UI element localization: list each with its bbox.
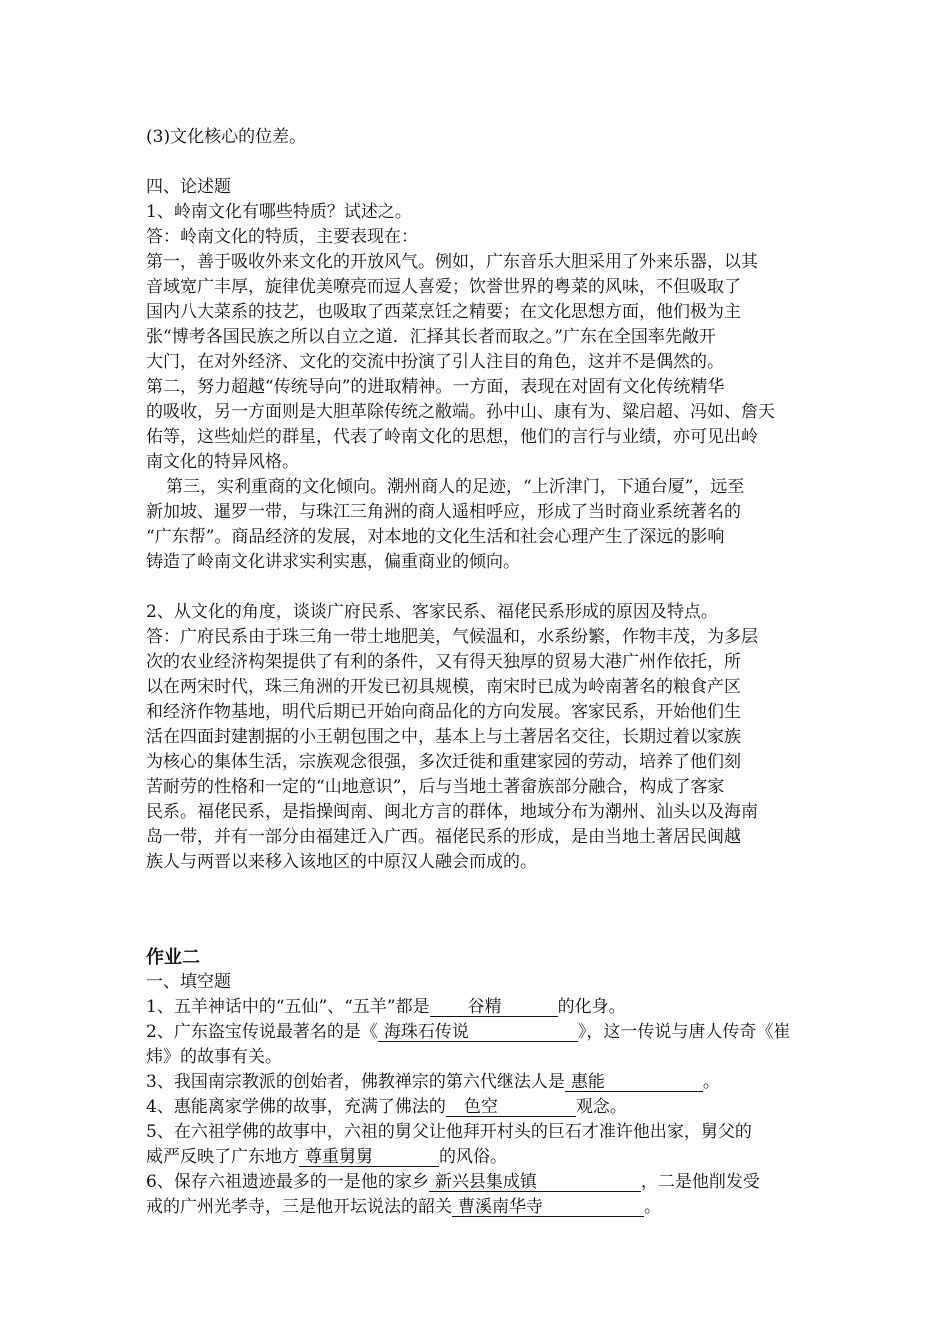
paragraph-line: 为核心的集体生活，宗族观念很强，多次迁徙和重建家园的劳动，培养了他们刻 [146,752,741,772]
paragraph-line: “广东帮”。商品经济的发展，对本地的文化生活和社会心理产生了深远的影响 [146,527,725,547]
answer-blank: 惠能 [565,1073,703,1092]
question-1: 1、岭南文化有哪些特质？试述之。 [146,202,412,222]
fill-question-5: 5、在六祖学佛的故事中，六祖的舅父让他拜开村头的巨石才准许他出家，舅父的 [146,1122,752,1142]
assignment-title: 作业二 [146,947,200,968]
fill-question-2-cont: 炜》的故事有关。 [146,1047,282,1067]
answer-blank: 谷精 [430,998,558,1017]
paragraph-line: 第一，善于吸收外来文化的开放风气。例如，广东音乐大胆采用了外来乐器，以其 [146,252,758,272]
section-heading-fill: 一、填空题 [146,972,231,992]
fill-question-2: 2、广东盗宝传说最著名的是《 海珠石传说 》，这一传说与唐人传奇《崔 [146,1022,791,1042]
paragraph-line: 张“博考各国民族之所以自立之道．汇择其长者而取之。”广东在全国率先敞开 [146,327,716,347]
answer-blank: 色空 [446,1098,576,1117]
paragraph-line: 音域宽广丰厚，旋律优美嘹亮而逗人喜爱；饮誉世界的粤菜的风味，不但吸取了 [146,277,741,297]
paragraph-line: 苦耐劳的性格和一定的“山地意识”，后与当地土著畲族部分融合，构成了客家 [146,777,725,797]
paragraph-line: 佑等，这些灿烂的群星，代表了岭南文化的思想，他们的言行与业绩，亦可见出岭 [146,427,758,447]
answer-blank: 海珠石传说 [378,1023,578,1042]
paragraph-line: 铸造了岭南文化讲求实利实惠，偏重商业的倾向。 [146,552,520,572]
fill-question-6-cont: 戒的广州光孝寺，三是他开坛说法的韶关 曹溪南华寺 。 [146,1197,661,1217]
fill-question-1: 1、五羊神话中的“五仙”、“五羊”都是 谷精 的化身。 [146,997,626,1017]
paragraph-line: 答：广府民系由于珠三角一带土地肥美，气候温和，水系纷繁，作物丰茂，为多层 [146,627,758,647]
answer-line: (3)文化核心的位差。 [146,127,307,147]
paragraph-line: 以在两宋时代，珠三角洲的开发已初具规模，南宋时已成为岭南著名的粮食产区 [146,677,741,697]
paragraph-line: 和经济作物基地，明代后期已开始向商品化的方向发展。客家民系，开始他们生 [146,702,741,722]
paragraph-line: 次的农业经济构架提供了有利的条件，又有得天独厚的贸易大港广州作依托，所 [146,652,741,672]
answer-intro: 答：岭南文化的特质，主要表现在： [146,227,418,247]
answer-blank: 曹溪南华寺 [452,1198,644,1217]
question-2: 2、从文化的角度，谈谈广府民系、客家民系、福佬民系形成的原因及特点。 [146,602,718,622]
fill-question-4: 4、惠能离家学佛的故事，充满了佛法的 色空 观念。 [146,1097,627,1117]
paragraph-line: 民系。福佬民系，是指操闽南、闽北方言的群体，地域分布为潮州、汕头以及海南 [146,802,758,822]
paragraph-line: 族人与两晋以来移入该地区的中原汉人融会而成的。 [146,852,537,872]
fill-question-6: 6、保存六祖遗迹最多的一是他的家乡 新兴县集成镇 ，二是他削发受 [146,1172,760,1192]
section-heading-essay: 四、论述题 [146,177,231,197]
paragraph-line: 的吸收，另一方面则是大胆革除传统之敝端。孙中山、康有为、粱启超、冯如、詹天 [146,402,775,422]
paragraph-line: 第三，实利重商的文化倾向。潮州商人的足迹，“上沂津门，下通台厦”，远至 [166,477,745,497]
fill-question-5-cont: 威严反映了广东地方 尊重舅舅 的风俗。 [146,1147,507,1167]
paragraph-line: 大门，在对外经济、文化的交流中扮演了引人注目的角色，这并不是偶然的。 [146,352,724,372]
fill-question-3: 3、我国南宗教派的创始者，佛教禅宗的第六代继法人是 惠能 。 [146,1072,720,1092]
paragraph-line: 南文化的特异风格。 [146,452,299,472]
answer-blank: 新兴县集成镇 [429,1173,641,1192]
paragraph-line: 活在四面封建割据的小王朝包围之中，基本上与土著居名交往，长期过着以家族 [146,727,741,747]
paragraph-line: 第二，努力超越“传统导向”的进取精神。一方面，表现在对固有文化传统精华 [146,377,725,397]
paragraph-line: 岛一带，并有一部分由福建迁入广西。福佬民系的形成，是由当地土著居民闽越 [146,827,741,847]
paragraph-line: 新加坡、暹罗一带，与珠江三角洲的商人遥相呼应，形成了当时商业系统著名的 [146,502,741,522]
answer-blank: 尊重舅舅 [299,1148,439,1167]
paragraph-line: 国内八大菜系的技艺，也吸取了西菜烹饪之精要；在文化思想方面，他们极为主 [146,302,741,322]
